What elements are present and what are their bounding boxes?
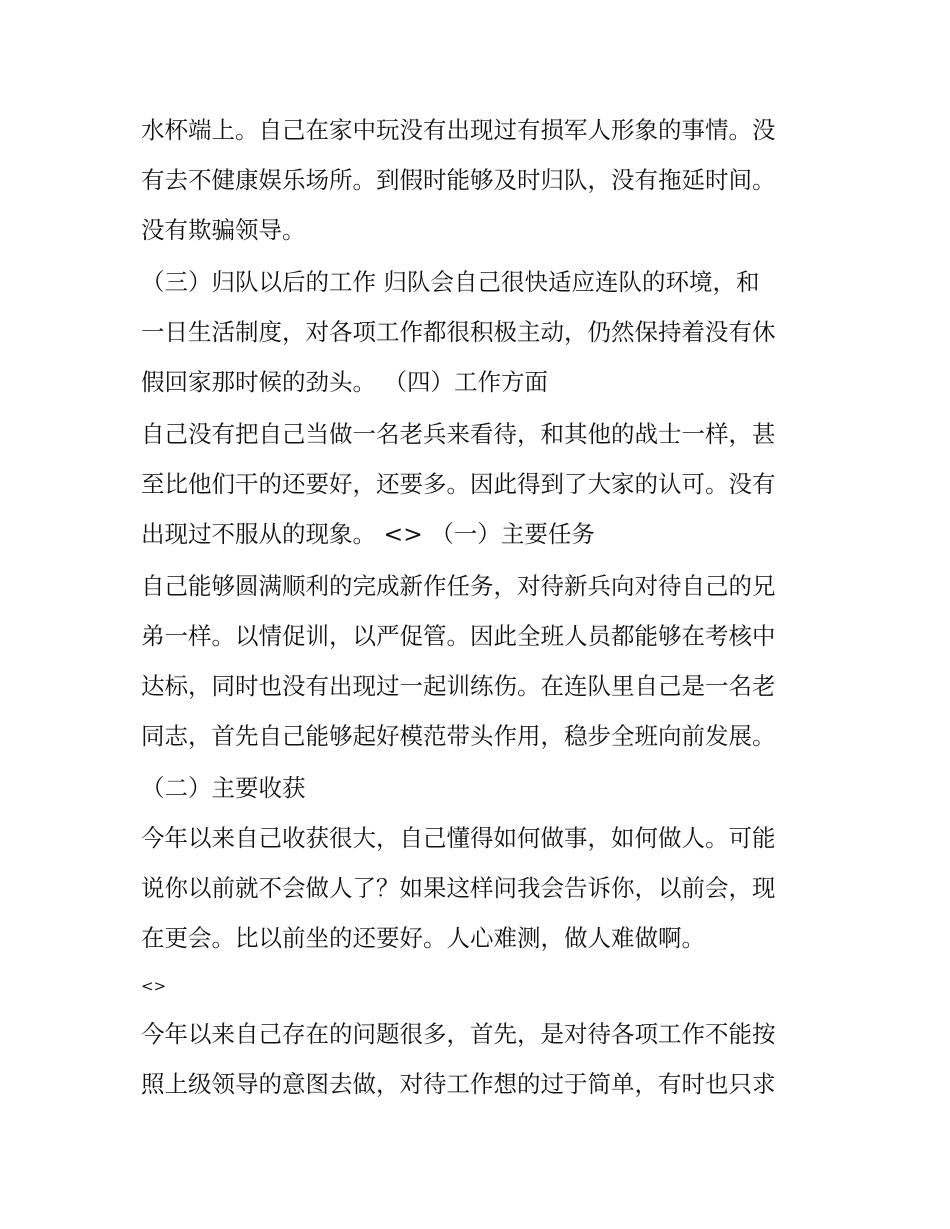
body-text-line: 水杯端上。自己在家中玩没有出现过有损军人形象的事情。没: [141, 116, 776, 144]
body-text-line: 假回家那时候的劲头。 （四）工作方面: [141, 368, 548, 396]
body-text-line: 在更会。比以前坐的还要好。人心难测，做人难做啊。: [141, 924, 705, 952]
body-text-line: 自己没有把自己当做一名老兵来看待，和其他的战士一样，甚: [141, 420, 776, 448]
body-text-line: 达标，同时也没有出现过一起训练伤。在连队里自己是一名老: [141, 672, 776, 700]
body-text-line: 没有欺骗领导。: [141, 216, 306, 244]
body-text-line: 弟一样。以情促训，以严促管。因此全班人员都能够在考核中: [141, 622, 776, 650]
body-text-line: 有去不健康娱乐场所。到假时能够及时归队，没有拖延时间。: [141, 166, 776, 194]
body-text-line: 同志，首先自己能够起好模范带头作用，稳步全班向前发展。: [141, 722, 776, 750]
body-text-line: 说你以前就不会做人了？如果这样问我会告诉你，以前会，现: [141, 874, 776, 902]
section-heading-line: （三）归队以后的工作 归队会自己很快适应连队的环境，和: [141, 268, 760, 296]
body-text-line: 出现过不服从的现象。 <> （一）主要任务: [141, 520, 595, 548]
body-text-line: 照上级领导的意图去做，对待工作想的过于简单，有时也只求: [141, 1070, 776, 1098]
body-text-line: 至比他们干的还要好，还要多。因此得到了大家的认可。没有: [141, 470, 776, 498]
section-heading-line: （二）主要收获: [141, 774, 306, 802]
body-text-line: 一日生活制度，对各项工作都很积极主动，仍然保持着没有休: [141, 318, 776, 346]
placeholder-mark: <>: [141, 977, 167, 995]
body-text-line: 今年以来自己收获很大，自己懂得如何做事，如何做人。可能: [141, 824, 776, 852]
body-text-line: 自己能够圆满顺利的完成新作任务，对待新兵向对待自己的兄: [141, 572, 776, 600]
body-text-line: 今年以来自己存在的问题很多，首先，是对待各项工作不能按: [141, 1020, 776, 1048]
